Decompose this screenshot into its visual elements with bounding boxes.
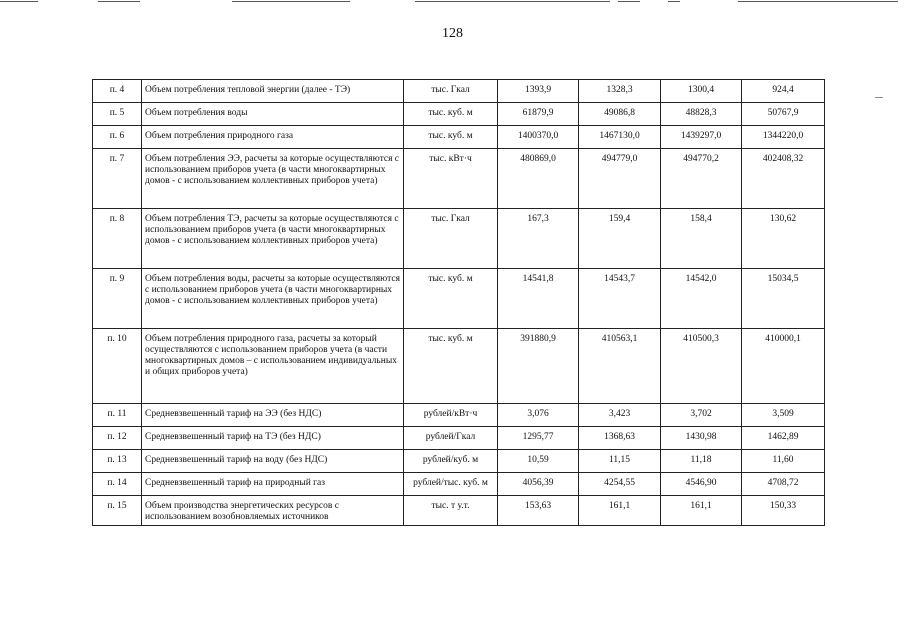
value-col-2-cell [579,269,661,329]
value-col-2-cell [579,496,661,526]
value-col-1-cell [498,80,579,103]
value-col-4: 402408,32 [762,154,804,164]
indicator-name: Средневзвешенный тариф на ТЭ (без НДС) [145,432,321,442]
value-col-4-cell [742,427,825,450]
value-col-1: 4056,39 [522,478,554,488]
value-col-1: 1400370,0 [517,131,559,141]
unit-of-measure-cell [404,126,498,149]
unit-of-measure: тыс. Гкал [431,214,470,224]
unit-of-measure: рублей/тыс. куб. м [413,478,488,488]
value-col-3: 4546,90 [685,478,717,488]
value-col-3: 161,1 [690,501,712,511]
value-col-3: 48828,3 [685,108,717,118]
indicator-name-cell [142,496,404,526]
value-col-3: 494770,2 [683,154,719,164]
unit-of-measure: тыс. Гкал [431,85,470,95]
indicator-name: Средневзвешенный тариф на природный газ [145,478,326,488]
value-col-1-cell [498,103,579,126]
value-col-4-cell [742,149,825,209]
value-col-2-cell [579,80,661,103]
row-number-cell [93,450,142,473]
table-row [93,103,825,126]
table-row [93,126,825,149]
value-col-1-cell [498,149,579,209]
indicator-name: Объем производства энергетических ресурсов с использованием возобновляемых источников [145,501,339,522]
row-number-cell [93,404,142,427]
row-number: п. 9 [109,274,125,284]
indicator-name-cell [142,450,404,473]
value-col-4: 924,4 [772,85,794,95]
table-row [93,149,825,209]
indicator-name: Объем потребления природного газа [145,131,294,141]
unit-of-measure: рублей/кВт·ч [423,409,478,419]
indicator-name-cell [142,473,404,496]
value-col-4-cell [742,404,825,427]
table-row [93,496,825,526]
value-col-1: 1393,9 [524,85,552,95]
value-col-3-cell [661,149,742,209]
top-rule [618,1,640,2]
value-col-1: 480869,0 [520,154,556,164]
row-number-cell [93,103,142,126]
value-col-1-cell [498,126,579,149]
row-number: п. 4 [109,85,125,95]
value-col-2: 1467130,0 [599,131,640,141]
value-col-3: 3,702 [690,409,712,419]
value-col-3: 11,18 [690,455,712,465]
value-col-3: 158,4 [690,214,712,224]
value-col-1: 1295,77 [522,432,554,442]
table-row [93,329,825,404]
unit-of-measure-cell [404,209,498,269]
table-row [93,404,825,427]
top-rule [232,1,350,2]
top-rule [0,1,38,2]
indicator-name-cell [142,126,404,149]
value-col-1: 61879,9 [522,108,554,118]
unit-of-measure-cell [404,149,498,209]
value-col-4-cell [742,450,825,473]
unit-of-measure: тыс. куб. м [428,274,473,284]
value-col-3: 1439297,0 [680,131,722,141]
value-col-1: 3,076 [527,409,549,419]
indicator-name: Объем потребления воды, расчеты за которые осуществляются с использованием приборов учета (в части многоквартирных домов - с использованием коллективных приборов учета) [145,274,401,306]
value-col-3: 14542,0 [685,274,717,284]
value-col-1: 391880,9 [520,334,556,344]
table-row [93,450,825,473]
value-col-2-cell [579,209,661,269]
value-col-4: 50767,9 [767,108,799,118]
value-col-2-cell [579,149,661,209]
value-col-4-cell [742,329,825,404]
top-rule [738,1,898,2]
indicator-name: Объем потребления ТЭ, расчеты за которые осуществляются с использованием приборов учета (в части многоквартирных домов - с использованием коллективных приборов учета) [145,214,399,246]
unit-of-measure-cell [404,473,498,496]
row-number-cell [93,80,142,103]
row-number-cell [93,269,142,329]
page-number: 128 [442,26,463,41]
value-col-2: 14543,7 [604,274,635,284]
indicator-name: Объем потребления воды [145,108,248,118]
value-col-4: 11,60 [772,455,794,465]
value-col-3-cell [661,80,742,103]
row-number: п. 15 [107,501,127,511]
unit-of-measure-cell [404,450,498,473]
value-col-4-cell [742,269,825,329]
unit-of-measure-cell [404,404,498,427]
indicator-name-cell [142,404,404,427]
top-rule [668,1,680,2]
row-number: п. 5 [109,108,125,118]
unit-of-measure: рублей/Гкал [425,432,476,442]
table-row [93,209,825,269]
value-col-2-cell [579,404,661,427]
value-col-3-cell [661,329,742,404]
indicator-name-cell [142,269,404,329]
unit-of-measure: тыс. куб. м [428,334,473,344]
row-number-cell [93,209,142,269]
value-col-3: 1430,98 [685,432,717,442]
indicators-table [92,79,825,526]
row-number-cell [93,149,142,209]
value-col-1: 14541,8 [522,274,554,284]
unit-of-measure-cell [404,269,498,329]
value-col-4: 130,62 [769,214,797,224]
value-col-1-cell [498,404,579,427]
value-col-4: 3,509 [772,409,794,419]
value-col-3: 1300,4 [687,85,715,95]
value-col-2: 410563,1 [601,334,638,344]
unit-of-measure-cell [404,427,498,450]
unit-of-measure-cell [404,496,498,526]
value-col-1-cell [498,209,579,269]
value-col-4-cell [742,103,825,126]
value-col-3: 410500,3 [683,334,719,344]
indicator-name: Объем потребления тепловой энергии (далее - ТЭ) [145,85,351,95]
table-row [93,80,825,103]
value-col-3-cell [661,404,742,427]
value-col-1-cell [498,427,579,450]
value-col-2: 161,1 [608,501,631,511]
value-col-3-cell [661,126,742,149]
value-col-1: 167,3 [527,214,549,224]
indicator-name-cell [142,209,404,269]
unit-of-measure-cell [404,103,498,126]
indicator-name-cell [142,103,404,126]
table-row [93,427,825,450]
indicator-name: Объем потребления природного газа, расчеты за который осуществляются с использованием приборов учета (в части многоквартирных домов – с использованием индивидуальных и общих приборов учета) [145,334,397,377]
unit-of-measure: тыс. т у.т. [431,501,470,511]
value-col-4-cell [742,126,825,149]
row-number-cell [93,473,142,496]
value-col-4: 4708,72 [767,478,799,488]
table-row [93,269,825,329]
value-col-4: 1462,89 [767,432,799,442]
value-col-2: 159,4 [608,214,631,224]
value-col-2: 4254,55 [604,478,635,488]
value-col-4: 1344220,0 [762,131,804,141]
value-col-4-cell [742,209,825,269]
value-col-4-cell [742,473,825,496]
value-col-1-cell [498,450,579,473]
table-row [93,473,825,496]
value-col-3-cell [661,269,742,329]
indicator-name-cell [142,427,404,450]
unit-of-measure: рублей/куб. м [422,455,479,465]
value-col-1-cell [498,473,579,496]
value-col-2: 1368,63 [604,432,635,442]
edge-mark [875,97,883,98]
row-number: п. 10 [107,334,127,344]
unit-of-measure-cell [404,329,498,404]
unit-of-measure-cell [404,80,498,103]
value-col-1-cell [498,269,579,329]
value-col-2: 3,423 [608,409,631,419]
indicator-name: Средневзвешенный тариф на воду (без НДС) [145,455,328,465]
value-col-4-cell [742,496,825,526]
value-col-3-cell [661,103,742,126]
table-body [93,80,825,526]
value-col-4: 150,33 [769,501,797,511]
value-col-2-cell [579,450,661,473]
row-number-cell [93,329,142,404]
value-col-2: 11,15 [608,455,631,465]
value-col-4-cell [742,80,825,103]
value-col-2-cell [579,473,661,496]
value-col-1-cell [498,496,579,526]
value-col-2: 494779,0 [601,154,638,164]
value-col-2-cell [579,427,661,450]
value-col-1: 153,63 [524,501,552,511]
indicator-name: Средневзвешенный тариф на ЭЭ (без НДС) [145,409,322,419]
top-rule [415,1,610,2]
top-rule [98,1,140,2]
unit-of-measure: тыс. куб. м [428,108,473,118]
unit-of-measure: тыс. куб. м [428,131,473,141]
indicator-name-cell [142,80,404,103]
value-col-2: 1328,3 [606,85,633,95]
row-number: п. 6 [109,131,125,141]
row-number: п. 13 [107,455,127,465]
indicator-name: Объем потребления ЭЭ, расчеты за которые осуществляются с использованием приборов учета (в части многоквартирных домов - с использованием коллективных приборов учета) [145,154,400,186]
row-number-cell [93,427,142,450]
value-col-3-cell [661,209,742,269]
value-col-2-cell [579,103,661,126]
value-col-3-cell [661,450,742,473]
value-col-3-cell [661,496,742,526]
row-number: п. 14 [107,478,127,488]
value-col-2-cell [579,329,661,404]
row-number: п. 12 [107,432,127,442]
value-col-3-cell [661,427,742,450]
row-number-cell [93,496,142,526]
row-number: п. 8 [109,214,125,224]
value-col-1: 10,59 [527,455,549,465]
value-col-4: 410000,1 [765,334,801,344]
value-col-1-cell [498,329,579,404]
value-col-3-cell [661,473,742,496]
row-number: п. 11 [107,409,127,419]
value-col-2: 49086,8 [604,108,635,118]
indicator-name-cell [142,149,404,209]
value-col-4: 15034,5 [767,274,799,284]
row-number-cell [93,126,142,149]
unit-of-measure: тыс. кВт·ч [429,154,472,164]
value-col-2-cell [579,126,661,149]
row-number: п. 7 [109,154,125,164]
indicator-name-cell [142,329,404,404]
